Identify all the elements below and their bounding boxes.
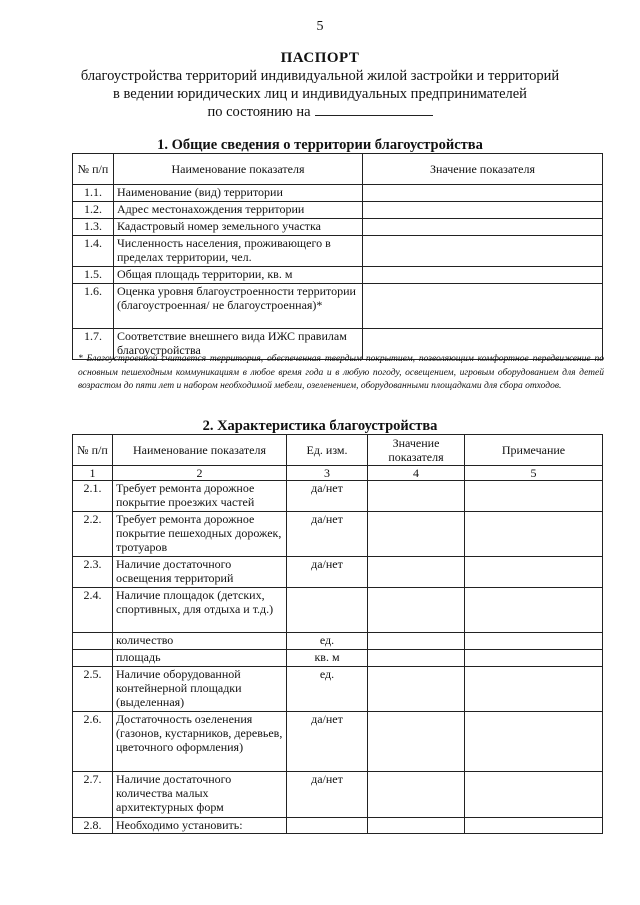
row-note[interactable] [465,818,603,834]
row-value[interactable] [363,202,603,219]
header-name: Наименование показателя [113,435,287,466]
header-name: Наименование показателя [114,154,363,185]
subtitle-line-2: в ведении юридических лиц и индивидуальных предпринимателей [113,86,527,102]
row-name: Оценка уровня благоустроенности территории (благоустроенная/ не благоустроенная)* [114,284,363,329]
row-num: 2.5. [73,667,113,712]
row-note[interactable] [465,481,603,512]
column-number: 5 [465,466,603,481]
row-num: 2.4. [73,588,113,633]
row-note[interactable] [465,667,603,712]
row-note[interactable] [465,633,603,650]
row-num [73,650,113,667]
header-note: Примечание [465,435,603,466]
characteristics-table [72,434,603,834]
row-num: 2.8. [73,818,113,834]
row-value[interactable] [368,588,465,633]
table-row [73,712,603,772]
row-name: Достаточность озеленения (газонов, кустарников, деревьев, цветочного оформления) [113,712,287,772]
row-unit: ед. [287,633,368,650]
row-note[interactable] [465,650,603,667]
row-name: Численность населения, проживающего в пределах территории, чел. [114,236,363,267]
row-unit: да/нет [287,557,368,588]
row-num: 2.6. [73,712,113,772]
row-unit: да/нет [287,712,368,772]
row-note[interactable] [465,512,603,557]
row-name: Адрес местонахождения территории [114,202,363,219]
table-row [73,633,603,650]
row-name: Необходимо установить: [113,818,287,834]
header-value: Значение показателя [368,435,465,466]
row-name: Наличие достаточного освещения территорий [113,557,287,588]
table-row [73,185,603,202]
row-note[interactable] [465,557,603,588]
row-num: 1.2. [73,202,114,219]
row-name: Кадастровый номер земельного участка [114,219,363,236]
header-value: Значение показателя [363,154,603,185]
table-row [73,481,603,512]
row-num: 2.2. [73,512,113,557]
table-row [73,667,603,712]
row-num: 1.6. [73,284,114,329]
row-num [73,633,113,650]
row-name: Наличие достаточного количества малых архитектурных форм [113,772,287,818]
row-num: 1.5. [73,267,114,284]
row-unit [287,588,368,633]
table-row [73,818,603,834]
table-row [73,284,603,329]
row-value[interactable] [363,284,603,329]
table-row [73,772,603,818]
row-value[interactable] [363,267,603,284]
column-number-row [73,466,603,481]
row-name: Наличие оборудованной контейнерной площадки (выделенная) [113,667,287,712]
table-header-row [73,154,603,185]
row-value[interactable] [368,512,465,557]
row-note[interactable] [465,772,603,818]
row-num: 1.1. [73,185,114,202]
header-unit: Ед. изм. [287,435,368,466]
row-value[interactable] [368,633,465,650]
row-value[interactable] [363,219,603,236]
footnote: * Благоустроенной считается территория, обеспеченная твердым покрытием, позволяющим комфортное передвижение по основным пешеходным коммуникациям в любое время года и в любую погоду, освещением, игровым оборудованием для детей возрастом до пяти лет и набором необходимой мебели, озеленением, оборудованными площадками для сбора отходов. [78,354,604,391]
column-number: 3 [287,466,368,481]
row-name: площадь [113,650,287,667]
table-row [73,512,603,557]
row-name: Требует ремонта дорожное покрытие проезжих частей [113,481,287,512]
row-num: 1.7. [73,329,114,360]
section-2-title: 2. Характеристика благоустройства [202,418,438,434]
row-num: 2.7. [73,772,113,818]
passport-title: ПАСПОРТ [280,50,360,66]
row-unit: да/нет [287,772,368,818]
row-unit: ед. [287,667,368,712]
row-name: Соответствие внешнего вида ИЖС правилам благоустройства [114,329,363,360]
row-note[interactable] [465,588,603,633]
row-note[interactable] [465,712,603,772]
general-info-table [72,153,603,360]
row-unit: да/нет [287,481,368,512]
row-value[interactable] [368,772,465,818]
table-row [73,557,603,588]
subtitle-line-1: благоустройства территорий индивидуальной жилой застройки и территорий [80,68,560,84]
table-row [73,650,603,667]
row-unit: кв. м [287,650,368,667]
header-num: № п/п [73,154,114,185]
row-num: 1.4. [73,236,114,267]
row-value[interactable] [368,557,465,588]
subtitle-line-3 [0,103,640,121]
column-number: 4 [368,466,465,481]
row-unit [287,818,368,834]
as-of-date-blank [315,103,433,116]
table-row [73,219,603,236]
table-row [73,588,603,633]
table-row [73,236,603,267]
section-1-title: 1. Общие сведения о территории благоустройства [157,137,483,153]
column-number: 2 [113,466,287,481]
page-number: 5 [316,19,324,34]
row-value[interactable] [368,712,465,772]
row-value[interactable] [368,481,465,512]
row-num: 2.1. [73,481,113,512]
table-row [73,202,603,219]
row-value[interactable] [368,818,465,834]
table-header-row [73,435,603,466]
row-name: Общая площадь территории, кв. м [114,267,363,284]
row-value[interactable] [368,667,465,712]
row-value[interactable] [363,185,603,202]
table-row [73,267,603,284]
as-of-date-label: по состоянию на [207,104,311,120]
column-number: 1 [73,466,113,481]
row-value[interactable] [363,236,603,267]
row-num: 1.3. [73,219,114,236]
row-name: Требует ремонта дорожное покрытие пешеходных дорожек, тротуаров [113,512,287,557]
row-value[interactable] [368,650,465,667]
header-num: № п/п [73,435,113,466]
row-num: 2.3. [73,557,113,588]
row-name: Наименование (вид) территории [114,185,363,202]
row-unit: да/нет [287,512,368,557]
row-name: количество [113,633,287,650]
row-name: Наличие площадок (детских, спортивных, для отдыха и т.д.) [113,588,287,633]
